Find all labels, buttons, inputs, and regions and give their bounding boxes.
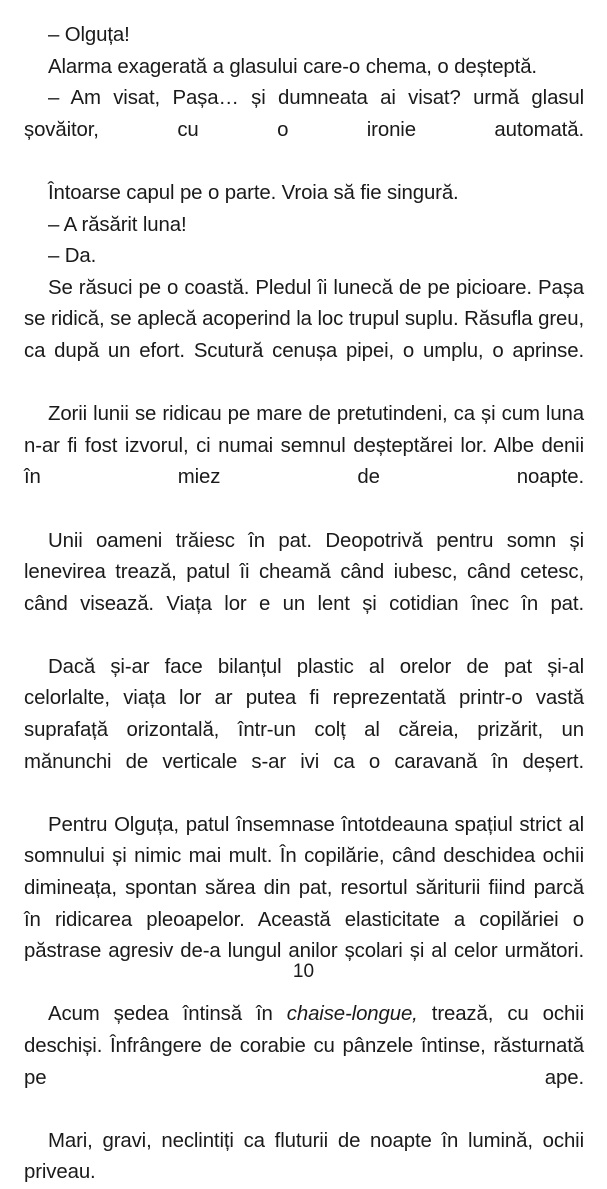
- paragraph-alarma: Alarma exagerată a glasului care-o chema, o deșteptă.: [48, 55, 537, 78]
- paragraph-acum-sedea-part-1: Acum ședea întinsă în: [48, 1003, 287, 1026]
- italic-phrase-chaise-longue: chaise-longue,: [286, 1003, 418, 1026]
- page-text-body: [24, 20, 584, 1189]
- page-number-folio: 10: [292, 961, 315, 982]
- paragraph-daca-si-ar-face: Dacă și-ar face bilanțul plastic al orelor de pat și-al celorlalte, viața lor ar putea fi reprezentată printr-o vastă suprafață orizontală, într-un colț al căreia, prizărit, un mănunchi de verticale s-ar ivi ca o caravană în deșert.: [24, 655, 584, 773]
- paragraph-unii-oameni: Unii oameni trăiesc în pat. Deopotrivă pentru somn și lenevirea trează, patul îi cheamă când iubesc, când cetesc, când visează. Viața lor e un lent și cotidian înec în pat.: [24, 529, 584, 615]
- paragraph-dialogue-am-visat: – Am visat, Pașa… și dumneata ai visat? urmă glasul șovăitor, cu o ironie automată.: [24, 87, 584, 141]
- paragraph-dialogue-olguta: – Olguța!: [48, 24, 130, 46]
- paragraph-dialogue-da: – Da.: [48, 245, 97, 268]
- paragraph-zorii-lunii: Zorii lunii se ridicau pe mare de pretutindeni, ca și cum luna n-ar fi fost izvorul, ci numai semnul deșteptărei lor. Albe denii în miez de noapte.: [24, 403, 584, 489]
- paragraph-pentru-olguta: Pentru Olguța, patul însemnase întotdeauna spațiul strict al somnului și nimic mai mult. În copilărie, când deschidea ochii dimineața, spontan sărea din pat, resortul săriturii fiind parcă în ridicarea pleoapelor. Această elasticitate a copilăriei o păstrase agresiv de-a lungul anilor școlari și al celor următori.: [24, 813, 584, 963]
- paragraph-dialogue-a-rasarit-luna: – A răsărit luna!: [48, 213, 187, 236]
- paragraph-acum-sedea: [24, 999, 584, 1125]
- paragraph-se-rasuci: Se răsuci pe o coastă. Pledul îi lunecă de pe picioare. Pașa se ridică, se aplecă acoperind la loc trupul suplu. Răsufla greu, ca după un efort. Scutură cenușa pipei, o umplu, o aprinse.: [24, 276, 584, 362]
- paragraph-intoarse-capul: Întoarse capul pe o parte. Vroia să fie singură.: [48, 181, 459, 204]
- paragraph-mari-gravi: Mari, gravi, neclintiți ca fluturii de noapte în lumină, ochii priveau.: [24, 1129, 584, 1184]
- paragraph-acum-sedea-part-2: trează, cu ochii deschiși. Înfrângere de corabie cu pânzele întinse, răsturnată pe ape.: [24, 1003, 584, 1089]
